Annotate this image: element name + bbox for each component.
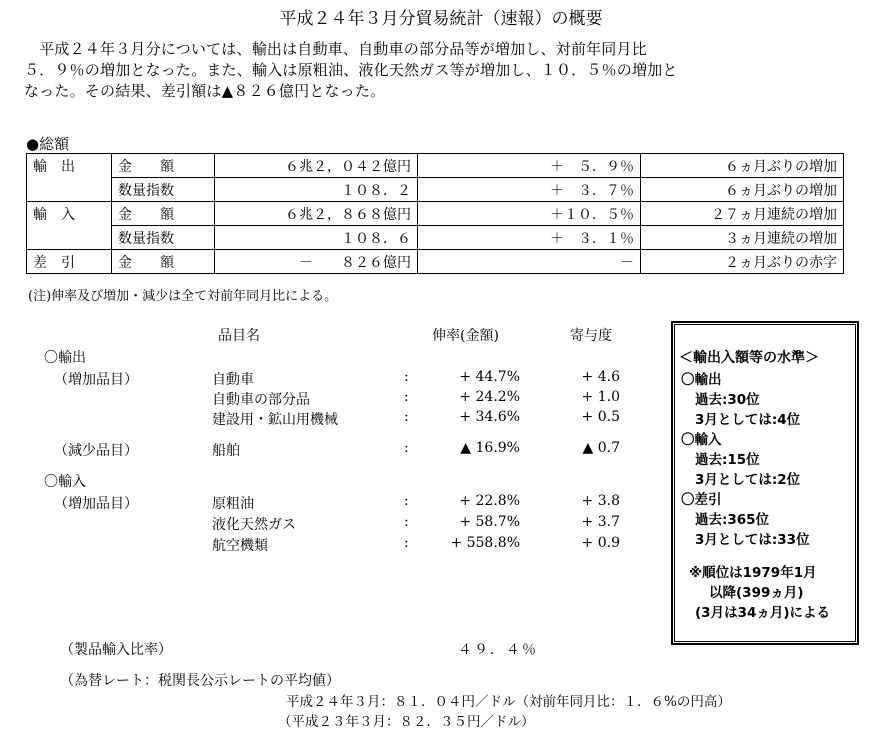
item-name: 自動車 <box>212 372 254 388</box>
summary-line-3: なった。その結果、差引額は▲８２６億円となった。 <box>24 82 386 100</box>
rank-export-label: 〇輸出 <box>681 372 722 388</box>
exchange-line-2: （平成２３年３月：８２．３５円／ドル） <box>278 714 535 730</box>
item-contrib: + 0.9 <box>581 535 620 551</box>
item-rate: ▲ 16.9% <box>460 440 520 456</box>
table-row <box>27 202 844 226</box>
item-rate: + 558.8% <box>450 535 520 551</box>
remark-cell: ３ヵ月連続の増加 <box>641 226 844 250</box>
category-cell <box>27 178 112 202</box>
table-row <box>27 226 844 250</box>
rank-note-1: ※順位は1979年1月 <box>689 565 817 581</box>
rank-import-label: 〇輸入 <box>681 432 722 448</box>
item-cell: 金 額 <box>112 250 215 274</box>
rank-note-2: 以降(399ヵ月) <box>709 585 804 601</box>
table-row <box>27 154 844 178</box>
colon: : <box>404 409 409 425</box>
rank-balance-label: 〇差引 <box>681 492 722 508</box>
rate-cell: ＋１０．５％ <box>418 202 641 226</box>
item-contrib: ▲ 0.7 <box>582 440 620 456</box>
export-increase-label: （増加品目） <box>54 372 138 388</box>
table-row <box>27 250 844 274</box>
rank-export-past: 過去:30位 <box>695 392 760 408</box>
export-decrease-label: （減少品目） <box>54 443 138 459</box>
rank-export-march: 3月としては:4位 <box>695 412 801 428</box>
rate-cell: ＋ ３．１％ <box>418 226 641 250</box>
totals-heading: ●総額 <box>26 135 70 153</box>
totals-table <box>26 153 844 274</box>
category-cell: 輸 入 <box>27 202 112 226</box>
item-rate: + 24.2% <box>459 389 520 405</box>
colon: : <box>404 514 409 530</box>
items-header-name: 品目名 <box>218 328 260 344</box>
rate-cell: ＋ ３．７％ <box>418 178 641 202</box>
item-rate: + 44.7% <box>459 369 520 385</box>
rate-cell: ＋ ５．９％ <box>418 154 641 178</box>
item-rate: + 34.6% <box>459 409 520 425</box>
item-contrib: + 3.8 <box>581 493 620 509</box>
colon: : <box>404 535 409 551</box>
rank-balance-march: 3月としては:33位 <box>695 532 810 548</box>
export-label: 〇輸出 <box>44 350 86 366</box>
value-cell: ６兆２，０４２億円 <box>215 154 418 178</box>
product-ratio-value: ４９．４％ <box>458 642 538 658</box>
item-name: 航空機類 <box>212 538 268 554</box>
rank-balance-past: 過去:365位 <box>695 512 770 528</box>
item-cell: 金 額 <box>112 154 215 178</box>
item-name: 建設用・鉱山用機械 <box>212 412 338 428</box>
rank-note-3: (3月は34ヵ月)による <box>695 605 831 621</box>
item-contrib: + 1.0 <box>581 389 620 405</box>
import-increase-label: （増加品目） <box>54 496 138 512</box>
summary-line-2: ５．９％の増加となった。また、輸入は原粗油、液化天然ガス等が増加し、１０．５％の増加と <box>24 61 678 79</box>
category-cell: 差 引 <box>27 250 112 274</box>
item-cell: 数量指数 <box>112 226 215 250</box>
item-name: 船舶 <box>212 443 240 459</box>
import-label: 〇輸入 <box>44 474 86 490</box>
item-cell: 金 額 <box>112 202 215 226</box>
category-cell: 輸 出 <box>27 154 112 178</box>
category-cell <box>27 226 112 250</box>
exchange-line-1: 平成２４年３月：８１．０４円／ドル（対前年同月比：１．６%の円高） <box>286 694 731 710</box>
rank-import-past: 過去:15位 <box>695 452 760 468</box>
table-row <box>27 178 844 202</box>
product-ratio-label: （製品輸入比率） <box>60 642 172 658</box>
value-cell: ６兆２，８６８億円 <box>215 202 418 226</box>
colon: : <box>404 389 409 405</box>
summary-line-1: 平成２４年３月分については、輸出は自動車、自動車の部分品等が増加し、対前年同月比 <box>24 40 647 58</box>
colon: : <box>404 440 409 456</box>
value-cell: － ８２６億円 <box>215 250 418 274</box>
item-contrib: + 4.6 <box>581 369 620 385</box>
item-cell: 数量指数 <box>112 178 215 202</box>
colon: : <box>404 493 409 509</box>
rank-import-march: 3月としては:2位 <box>695 472 801 488</box>
value-cell: １０８．２ <box>215 178 418 202</box>
item-name: 原粗油 <box>212 496 254 512</box>
remark-cell: ６ヵ月ぶりの増加 <box>641 178 844 202</box>
rate-cell: － <box>418 250 641 274</box>
value-cell: １０８．６ <box>215 226 418 250</box>
item-contrib: + 3.7 <box>581 514 620 530</box>
item-rate: + 58.7% <box>459 514 520 530</box>
item-name: 自動車の部分品 <box>212 392 310 408</box>
totals-note: (注)伸率及び増加・減少は全て対前年同月比による。 <box>28 289 338 304</box>
rank-box <box>672 322 858 644</box>
remark-cell: ２７ヵ月連続の増加 <box>641 202 844 226</box>
item-contrib: + 0.5 <box>581 409 620 425</box>
items-header-contrib: 寄与度 <box>570 328 612 344</box>
colon: : <box>404 369 409 385</box>
rank-box-title: ＜輸出入額等の水準＞ <box>679 350 819 366</box>
items-header-rate: 伸率(金額) <box>432 328 499 344</box>
exchange-label: （為替レート：税関長公示レートの平均値） <box>60 673 340 689</box>
remark-cell: ２ヵ月ぶりの赤字 <box>641 250 844 274</box>
page-title: 平成２４年３月分貿易統計（速報）の概要 <box>279 9 603 29</box>
item-rate: + 22.8% <box>459 493 520 509</box>
item-name: 液化天然ガス <box>212 517 296 533</box>
remark-cell: ６ヵ月ぶりの増加 <box>641 154 844 178</box>
